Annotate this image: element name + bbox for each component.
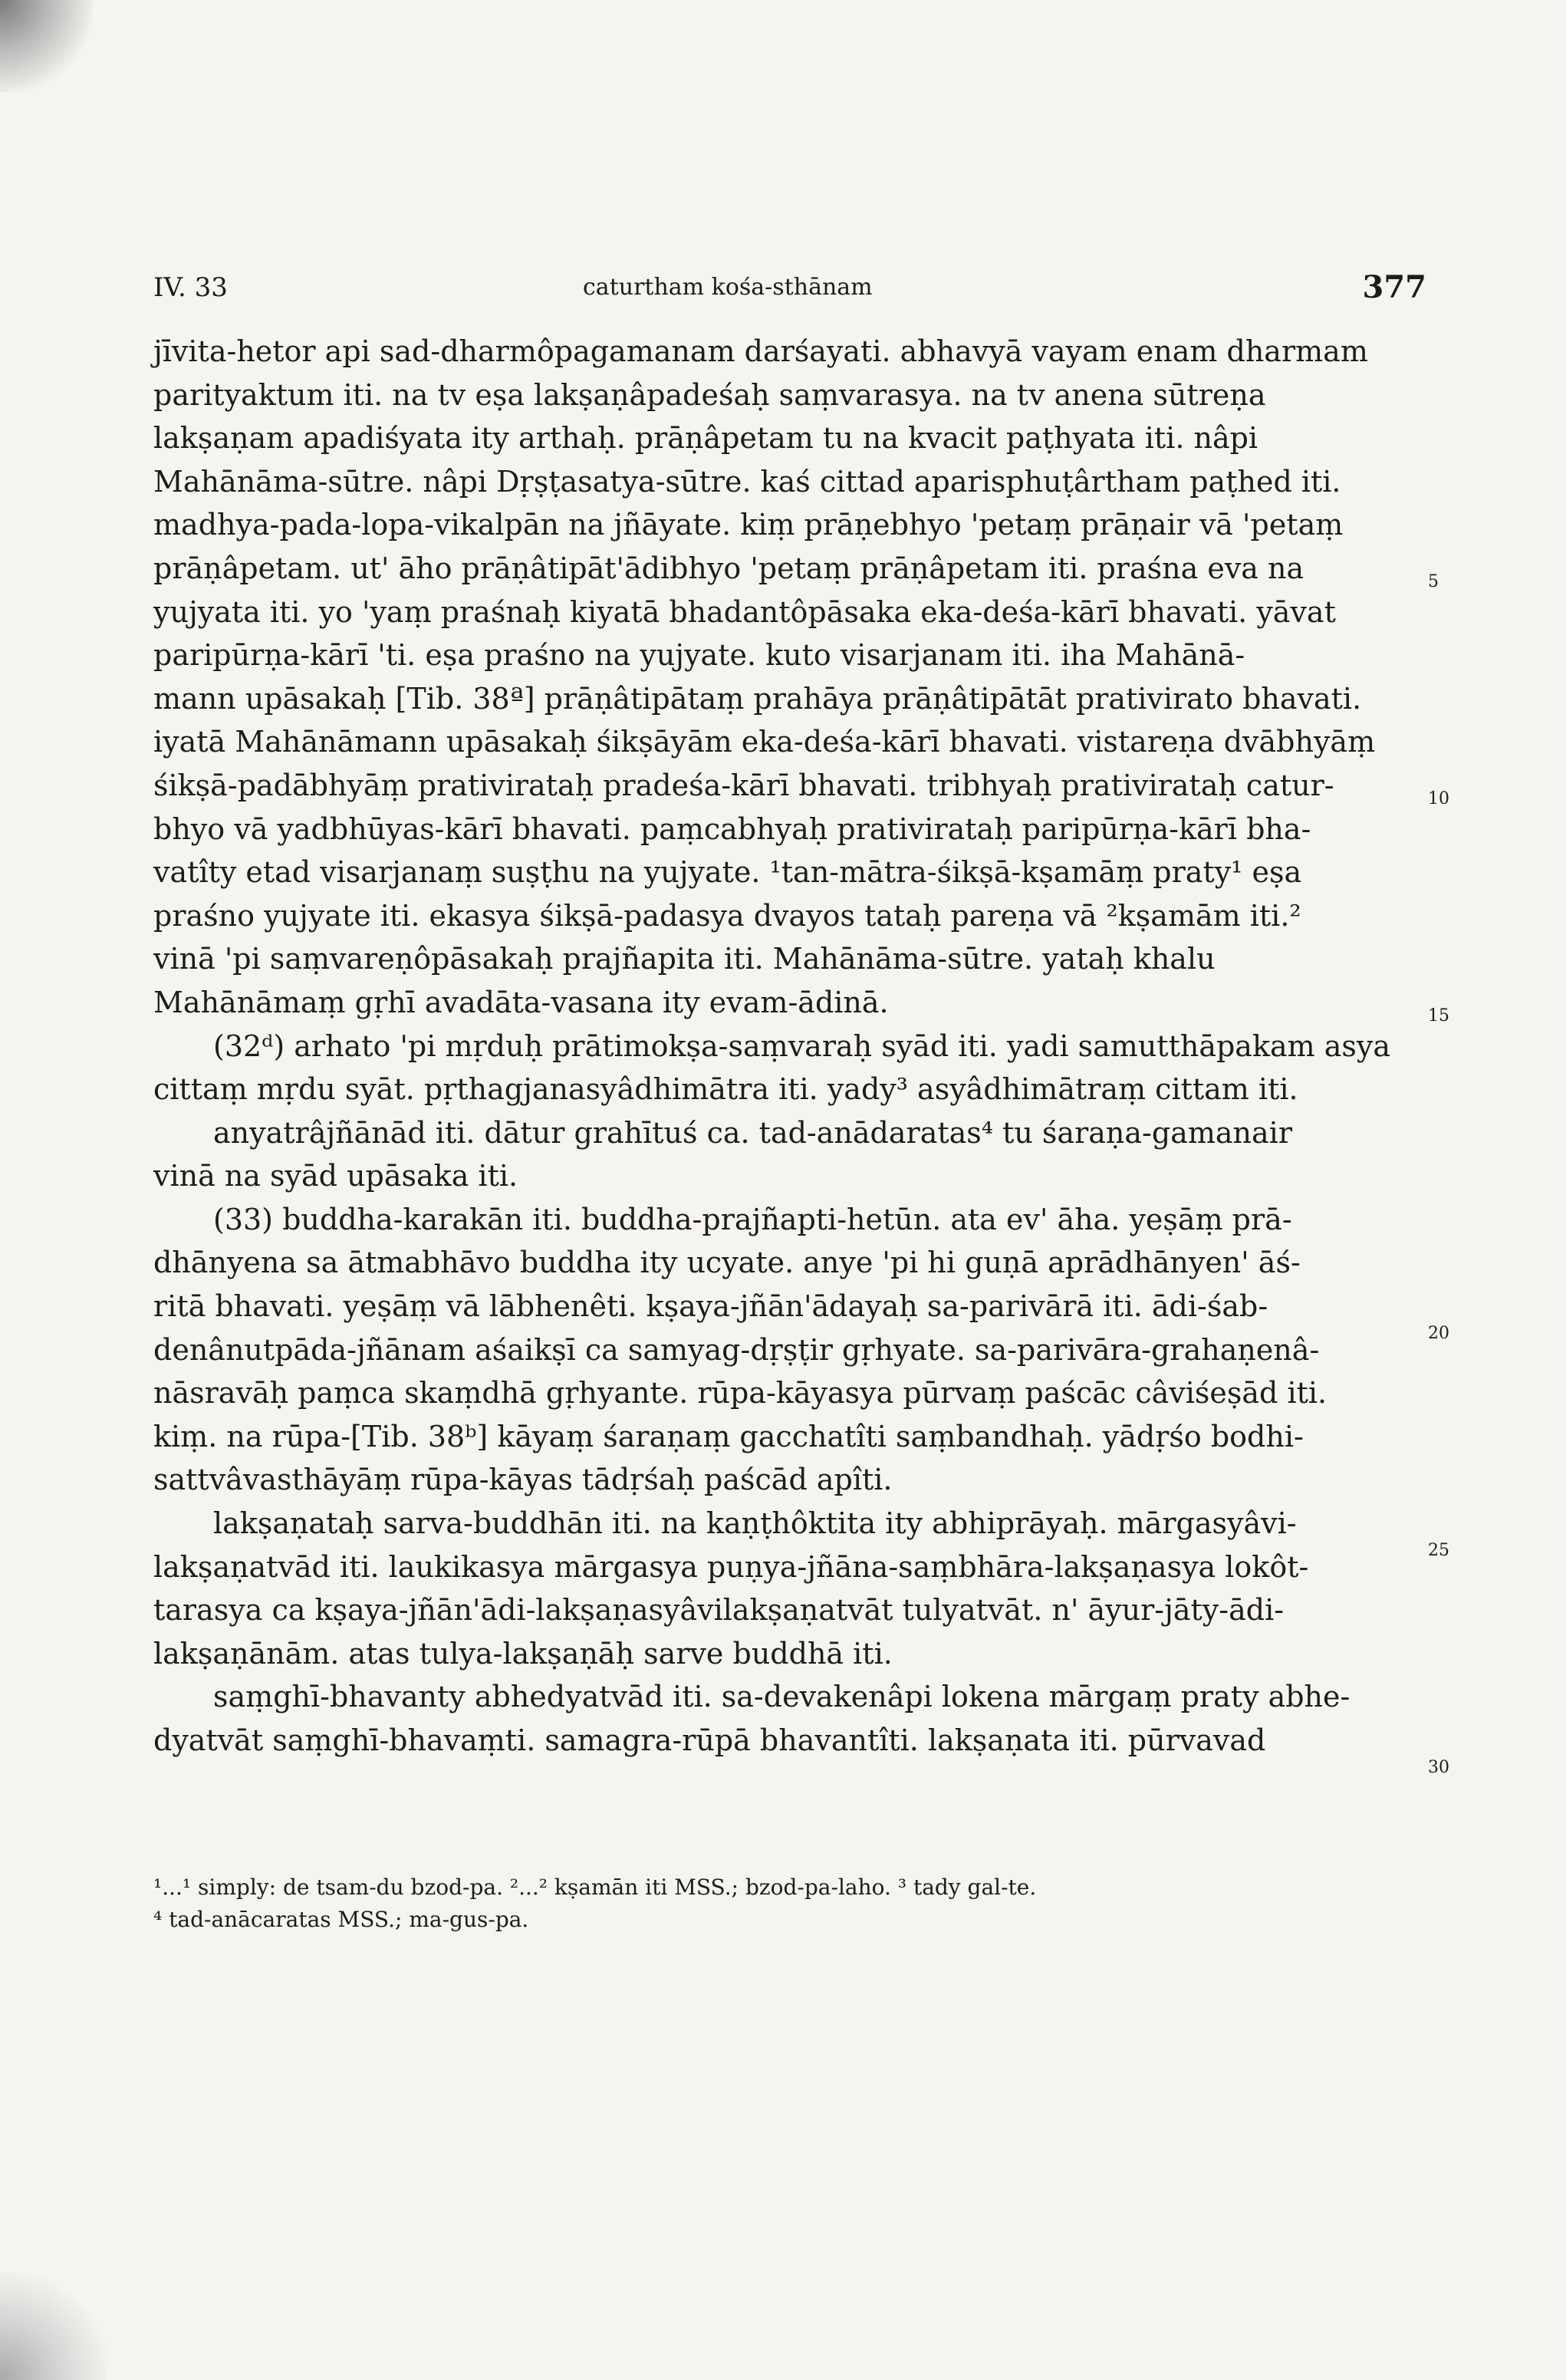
text-line: vinā na syād upāsaka iti.: [153, 1159, 518, 1193]
footnote-line: ¹...¹ simply: de tsam-du bzod-pa. ²...² kṣamān iti MSS.; bzod-pa-laho. ³ tady gal-te.: [153, 1875, 1037, 1900]
text-line: cittaṃ mṛdu syāt. pṛthagjanasyâdhimātra iti. yady³ asyâdhimātraṃ cittam iti.: [153, 1072, 1298, 1107]
text-line: tarasya ca kṣaya-jñān'ādi-lakṣaṇasyâvilakṣaṇatvāt tulyatvāt. n' āyur-jāty-ādi-: [153, 1593, 1285, 1628]
text-line: śikṣā-padābhyāṃ prativirataḥ pradeśa-kārī bhavati. tribhyaḥ prativirataḥ catur-: [153, 768, 1334, 802]
text-line: (33) buddha-karakān iti. buddha-prajñapti-hetūn. ata ev' āha. yeṣāṃ prā-: [213, 1202, 1292, 1236]
footnotes: [153, 1871, 1419, 1936]
text-line: anyatrâjñānād iti. dātur grahītuś ca. tad-anādaratas⁴ tu śaraṇa-gamanair: [213, 1115, 1292, 1150]
main-text: [153, 330, 1391, 1763]
text-line: vatîty etad visarjanaṃ suṣṭhu na yujyate. ¹tan-mātra-śikṣā-kṣamāṃ praty¹ eṣa: [153, 855, 1302, 890]
running-header: [153, 265, 1426, 311]
page-number: 377: [1362, 269, 1426, 305]
text-line: lakṣaṇānām. atas tulya-lakṣaṇāḥ sarve buddhā iti.: [153, 1636, 893, 1671]
text-line: ritā bhavati. yeṣāṃ vā lābhenêti. kṣaya-jñān'ādayaḥ sa-parivārā iti. ādi-śab-: [153, 1289, 1268, 1324]
text-line: saṃghī-bhavanty abhedyatvād iti. sa-devakenâpi lokena mārgaṃ praty abhe-: [213, 1680, 1351, 1714]
footnote-line: ⁴ tad-anācaratas MSS.; ma-gus-pa.: [153, 1907, 529, 1932]
text-line: (32ᵈ) arhato 'pi mṛduḥ prātimokṣa-saṃvaraḥ syād iti. yadi samutthāpakam asya: [213, 1029, 1391, 1063]
text-line: iyatā Mahānāmann upāsakaḥ śikṣāyām eka-deśa-kārī bhavati. vistareṇa dvābhyāṃ: [153, 725, 1376, 759]
scan-shadow-bottom: [0, 2273, 107, 2380]
text-line: parityaktum iti. na tv eṣa lakṣaṇâpadeśaḥ saṃvarasya. na tv anena sūtreṇa: [153, 377, 1266, 412]
text-line: nāsravāḥ paṃca skaṃdhā gṛhyante. rūpa-kāyasya pūrvaṃ paścāc câviśeṣād iti.: [153, 1376, 1327, 1411]
margin-line-number: 30: [1428, 1758, 1449, 1777]
margin-line-number: 20: [1428, 1324, 1449, 1343]
text-line: madhya-pada-lopa-vikalpān na jñāyate. kiṃ prāṇebhyo 'petaṃ prāṇair vā 'petaṃ: [153, 508, 1344, 542]
text-line: paripūrṇa-kārī 'ti. eṣa praśno na yujyate. kuto visarjanam iti. iha Mahānā-: [153, 638, 1245, 673]
running-title: caturtham kośa-sthānam: [583, 274, 873, 301]
margin-line-number: 5: [1428, 572, 1439, 591]
text-line: yujyata iti. yo 'yaṃ praśnaḥ kiyatā bhadantôpāsaka eka-deśa-kārī bhavati. yāvat: [153, 594, 1336, 629]
section-number: IV. 33: [153, 272, 228, 303]
margin-line-number: 10: [1428, 789, 1449, 808]
text-line: prāṇâpetam. ut' āho prāṇâtipāt'ādibhyo 'petaṃ prāṇâpetam iti. praśna eva na: [153, 551, 1304, 585]
text-line: lakṣaṇatvād iti. laukikasya mārgasya puṇya-jñāna-saṃbhāra-lakṣaṇasya lokôt-: [153, 1549, 1309, 1584]
margin-line-number: 15: [1428, 1006, 1449, 1025]
text-line: bhyo vā yadbhūyas-kārī bhavati. paṃcabhyaḥ prativirataḥ paripūrṇa-kārī bha-: [153, 811, 1311, 846]
text-line: Mahānāmaṃ gṛhī avadāta-vasana ity evam-ādinā.: [153, 985, 889, 1019]
text-line: sattvâvasthāyāṃ rūpa-kāyas tādṛśaḥ paścād apîti.: [153, 1463, 893, 1497]
text-line: dyatvāt saṃghī-bhavaṃti. samagra-rūpā bhavantîti. lakṣaṇata iti. pūrvavad: [153, 1723, 1266, 1757]
text-line: dhānyena sa ātmabhāvo buddha ity ucyate. anye 'pi hi guṇā aprādhānyen' āś-: [153, 1246, 1301, 1280]
text-line: lakṣaṇam apadiśyata ity arthaḥ. prāṇâpetam tu na kvacit paṭhyata iti. nâpi: [153, 421, 1258, 456]
text-line: lakṣaṇataḥ sarva-buddhān iti. na kaṇṭhôktita ity abhiprāyaḥ. mārgasyâvi-: [213, 1506, 1297, 1541]
text-line: kiṃ. na rūpa-[Tib. 38ᵇ] kāyaṃ śaraṇaṃ gacchatîti saṃbandhaḥ. yādṛśo bodhi-: [153, 1419, 1304, 1453]
text-line: denânutpāda-jñānam aśaikṣī ca samyag-dṛṣṭir gṛhyate. sa-parivāra-grahaṇenâ-: [153, 1332, 1320, 1367]
text-line: Mahānāma-sūtre. nâpi Dṛṣṭasatya-sūtre. kaś cittad aparisphuṭârtham paṭhed iti.: [153, 464, 1341, 499]
text-line: jīvita-hetor api sad-dharmôpagamanam darśayati. abhavyā vayam enam dharmam: [153, 334, 1368, 368]
scan-shadow-top: [0, 0, 92, 92]
text-line: mann upāsakaḥ [Tib. 38ª] prāṇâtipātaṃ prahāya prāṇâtipātāt prativirato bhavati.: [153, 681, 1362, 716]
text-line: vinā 'pi saṃvareṇôpāsakaḥ prajñapita iti. Mahānāma-sūtre. yataḥ khalu: [153, 942, 1216, 976]
margin-line-number: 25: [1428, 1541, 1449, 1560]
text-line: praśno yujyate iti. ekasya śikṣā-padasya dvayos tataḥ pareṇa vā ²kṣamām iti.²: [153, 898, 1301, 933]
